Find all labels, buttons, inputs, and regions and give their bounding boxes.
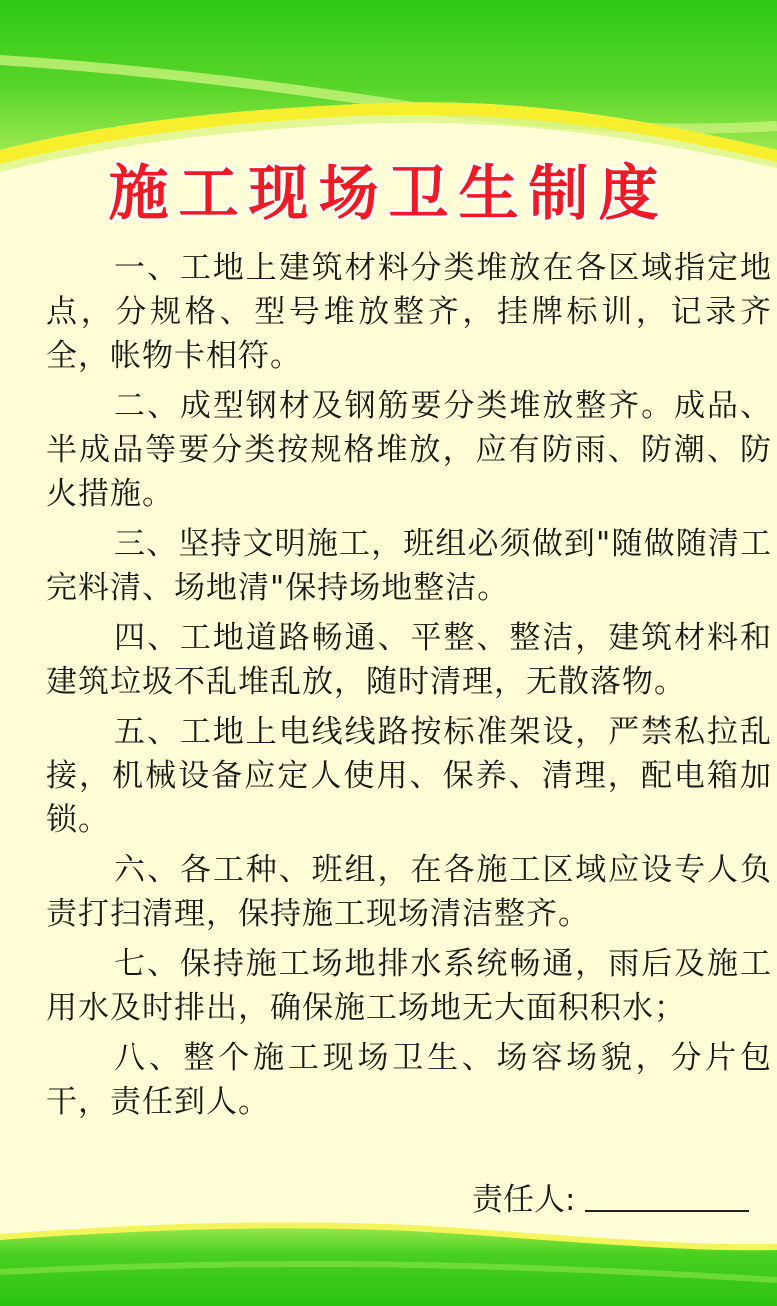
signature-line <box>585 1210 749 1212</box>
rule-item-5: 五、工地上电线线路按标准架设，严禁私拉乱接，机械设备应定人使用、保养、清理，配电箱加锁。 <box>46 714 772 838</box>
rules-list <box>46 246 772 1124</box>
rule-item-4: 四、工地道路畅通、平整、整洁，建筑材料和建筑垃圾不乱堆乱放，随时清理，无散落物。 <box>46 620 772 700</box>
responsible-person <box>472 1176 749 1224</box>
rule-item-3: 三、坚持文明施工，班组必须做到"随做随清工完料清、场地清"保持场地整洁。 <box>46 526 772 606</box>
rule-item-1: 一、工地上建筑材料分类堆放在各区域指定地点，分规格、型号堆放整齐，挂牌标训，记录齐全，帐物卡相符。 <box>46 250 772 374</box>
rule-item-7: 七、保持施工场地排水系统畅通，雨后及施工用水及时排出，确保施工场地无大面积积水； <box>46 946 772 1026</box>
page-title: 施工现场卫生制度 <box>108 159 669 229</box>
responsible-label: 责任人: <box>472 1182 576 1218</box>
rule-item-8: 八、整个施工现场卫生、场容场貌，分片包干，责任到人。 <box>46 1040 772 1120</box>
rule-item-6: 六、各工种、班组，在各施工区域应设专人负责打扫清理，保持施工现场清洁整齐。 <box>46 852 772 932</box>
rule-item-2: 二、成型钢材及钢筋要分类堆放整齐。成品、半成品等要分类按规格堆放，应有防雨、防潮、防火措施。 <box>46 388 772 512</box>
